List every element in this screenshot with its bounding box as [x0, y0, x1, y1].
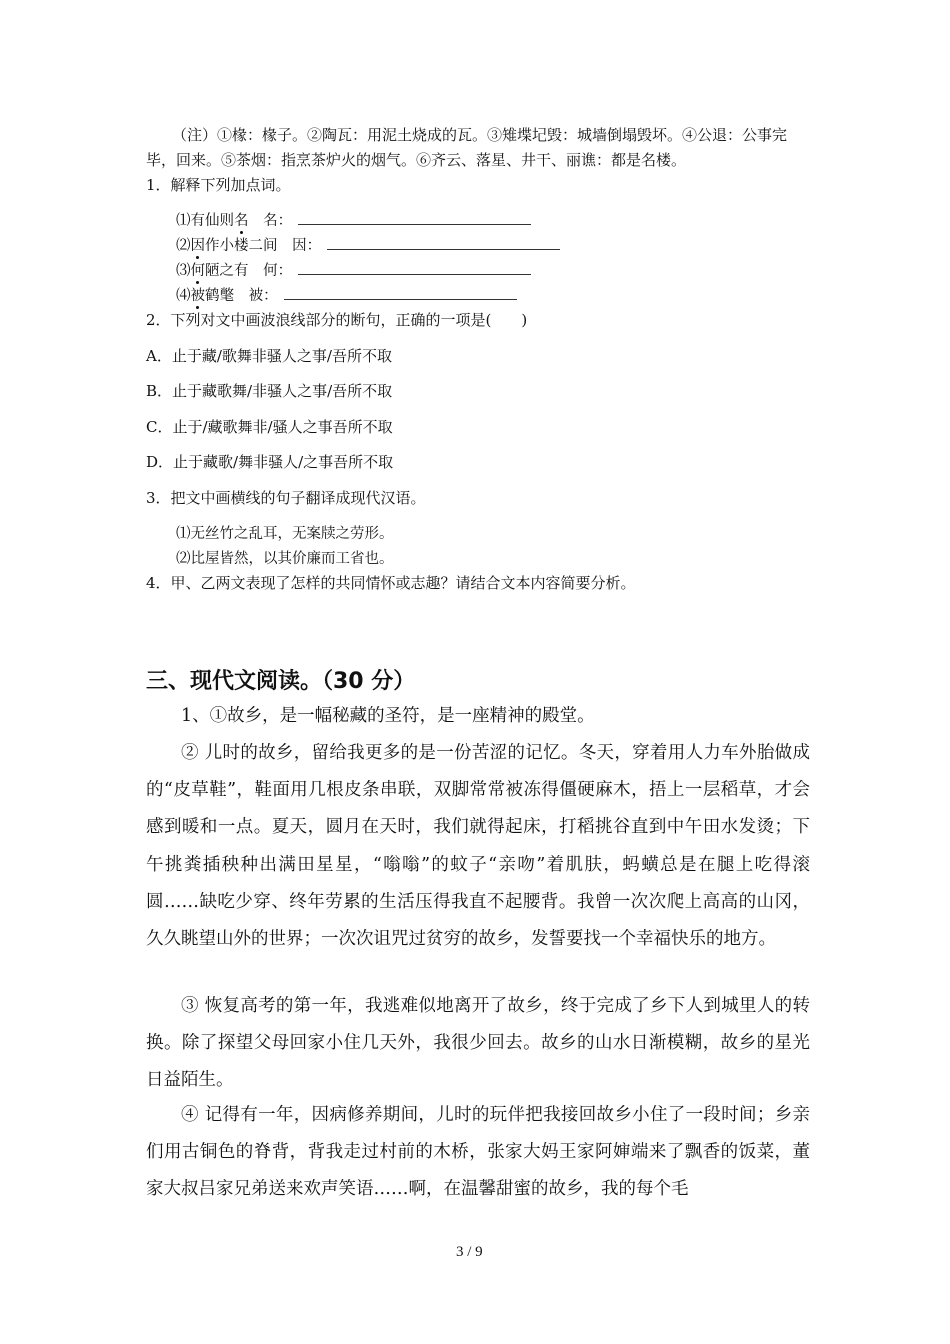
reading-paragraph-3: ③ 恢复高考的第一年，我逃难似地离开了故乡，终于完成了乡下人到城里人的转换。除了探望父母回家小住几天外，我很少回去。故乡的山水日渐模糊，故乡的星光日益陌生。 [146, 996, 810, 1091]
q2-option-c: C．止于/藏歌舞非/骚人之事吾所不取 [146, 418, 393, 436]
q1-item-2-label: 因： [292, 238, 322, 254]
q3-item-1: ⑴无丝竹之乱耳，无案牍之劳形。 [176, 526, 394, 542]
q1-item-3-answer-blank[interactable] [298, 260, 531, 275]
q1-item-1-label: 名： [263, 213, 293, 229]
question-3-stem: 3．把文中画横线的句子翻译成现代汉语。 [146, 489, 426, 507]
q1-item-1-text: ⑴有仙则 [176, 213, 234, 229]
q1-item-2-answer-blank[interactable] [327, 235, 560, 250]
section-heading: 三、现代文阅读。（30 分） [146, 669, 416, 694]
q2-option-b: B．止于藏歌舞/非骚人之事/吾所不取 [146, 382, 393, 400]
note-line-2: 毕，回来。⑤茶烟：指烹茶炉火的烟气。⑥齐云、落星、井干、丽谯：都是名楼。 [146, 151, 687, 169]
q1-item-4-dotted-word: 被 [190, 288, 205, 304]
reading-paragraph-4: ④ 记得有一年，因病修养期间，儿时的玩伴把我接回故乡小住了一段时间；乡亲们用古铜色的脊背，背我走过村前的木桥，张家大妈王家阿婶端来了飘香的饭菜，董家大叔吕家兄弟送来欢声笑语……啊，在温馨甜蜜的故乡，我的每个毛 [146, 1105, 810, 1200]
q1-item-1 [176, 209, 531, 230]
q1-item-2-dotted-word: 因 [190, 238, 205, 254]
question-4-stem: 4．甲、乙两文表现了怎样的共同情怀或志趣？请结合文本内容简要分析。 [146, 574, 636, 592]
q1-item-3: ⑶何陋之有 何： [176, 259, 531, 280]
question-2-stem: 2．下列对文中画波浪线部分的断句，正确的一项是( ) [146, 311, 528, 329]
q1-item-4-label: 被： [248, 288, 278, 304]
reading-paragraph-1: 1、①故乡，是一幅秘藏的圣符，是一座精神的殿堂。 [181, 706, 595, 726]
q1-item-1-answer-blank[interactable] [298, 210, 531, 225]
question-1-stem: 1．解释下列加点词。 [146, 176, 291, 194]
q2-option-a: A．止于藏/歌舞非骚人之事/吾所不取 [146, 347, 392, 365]
q1-item-1-dotted-word: 名 [234, 213, 249, 229]
note-line-1: （注）①椽：椽子。②陶瓦：用泥土烧成的瓦。③雉堞圮毁：城墙倒塌毁坏。④公退：公事完 [172, 126, 788, 144]
page-number: 3 / 9 [456, 1244, 483, 1260]
q3-item-2: ⑵比屋皆然，以其价廉而工省也。 [176, 551, 394, 567]
q1-item-2: ⑵因作小楼二间 因： [176, 234, 560, 255]
q1-item-4-answer-blank[interactable] [284, 285, 517, 300]
reading-paragraph-2: ② 儿时的故乡，留给我更多的是一份苦涩的记忆。冬天，穿着用人力车外胎做成的“皮草鞋”，鞋面用几根皮条串联，双脚常常被冻得僵硬麻木，捂上一层稻草，才会感到暖和一点。夏天，圆月在天时，我们就得起床，打稻挑谷直到中午田水发烫；下午挑粪插秧种出满田星星，“嗡嗡”的蚊子“亲吻”着肌肤，蚂蟥总是在腿上吃得滚圆……缺吃少穿、终年劳累的生活压得我直不起腰背。我曾一次次爬上高高的山冈，久久眺望山外的世界；一次次诅咒过贫穷的故乡，发誓要找一个幸福快乐的地方。 [146, 743, 810, 950]
q1-item-3-dotted-word: 何 [190, 263, 205, 279]
q1-item-4: ⑷被鹤氅 被： [176, 284, 517, 305]
q2-option-d: D．止于藏歌/舞非骚人/之事吾所不取 [146, 453, 394, 471]
q1-item-3-label: 何： [263, 263, 293, 279]
